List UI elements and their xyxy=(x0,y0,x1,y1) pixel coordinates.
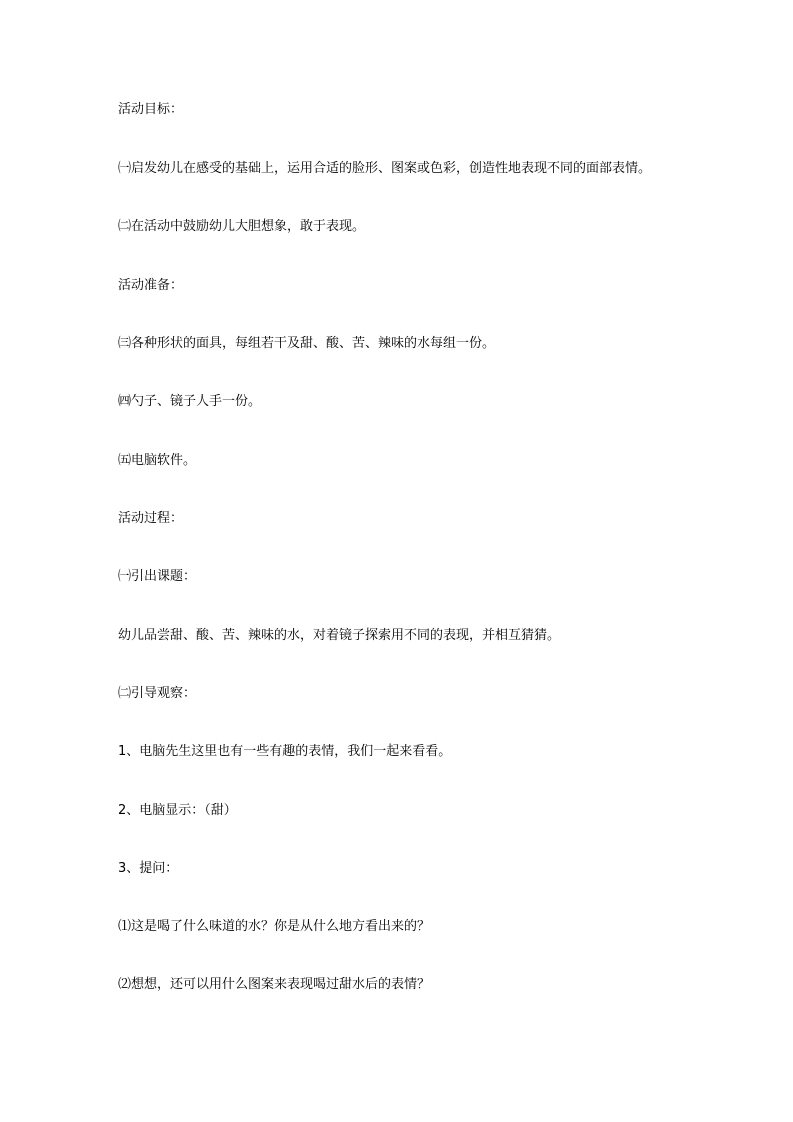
process-step-1-text: 幼儿品尝甜、酸、苦、辣味的水，对着镜子探索用不同的表现，并相互猜猜。 xyxy=(118,628,561,643)
heading-activity-preparation: 活动准备： xyxy=(118,278,184,293)
question-2: ⑵想想，还可以用什么图案来表现喝过甜水后的表情？ xyxy=(118,977,431,992)
goal-item-2: ㈡在活动中鼓励幼儿大胆想象，敢于表现。 xyxy=(118,219,366,234)
observation-item-2: 2、电脑显示：（甜） xyxy=(118,803,237,818)
heading-activity-goals: 活动目标： xyxy=(118,102,184,117)
heading-activity-process: 活动过程： xyxy=(118,511,184,526)
preparation-item-5: ㈤电脑软件。 xyxy=(118,453,197,468)
process-step-1: ㈠引出课题： xyxy=(118,569,197,584)
question-1: ⑴这是喝了什么味道的水？你是从什么地方看出来的？ xyxy=(118,919,431,934)
observation-item-3: 3、提问： xyxy=(118,861,179,876)
preparation-item-4: ㈣勺子、镜子人手一份。 xyxy=(118,394,262,409)
process-step-2: ㈡引导观察： xyxy=(118,686,197,701)
preparation-item-3: ㈢各种形状的面具，每组若干及甜、酸、苦、辣味的水每组一份。 xyxy=(118,336,496,351)
observation-item-1: 1、电脑先生这里也有一些有趣的表情，我们一起来看看。 xyxy=(118,744,452,759)
goal-item-1: ㈠启发幼儿在感受的基础上，运用合适的脸形、图案或色彩，创造性地表现不同的面部表情。 xyxy=(118,161,652,176)
